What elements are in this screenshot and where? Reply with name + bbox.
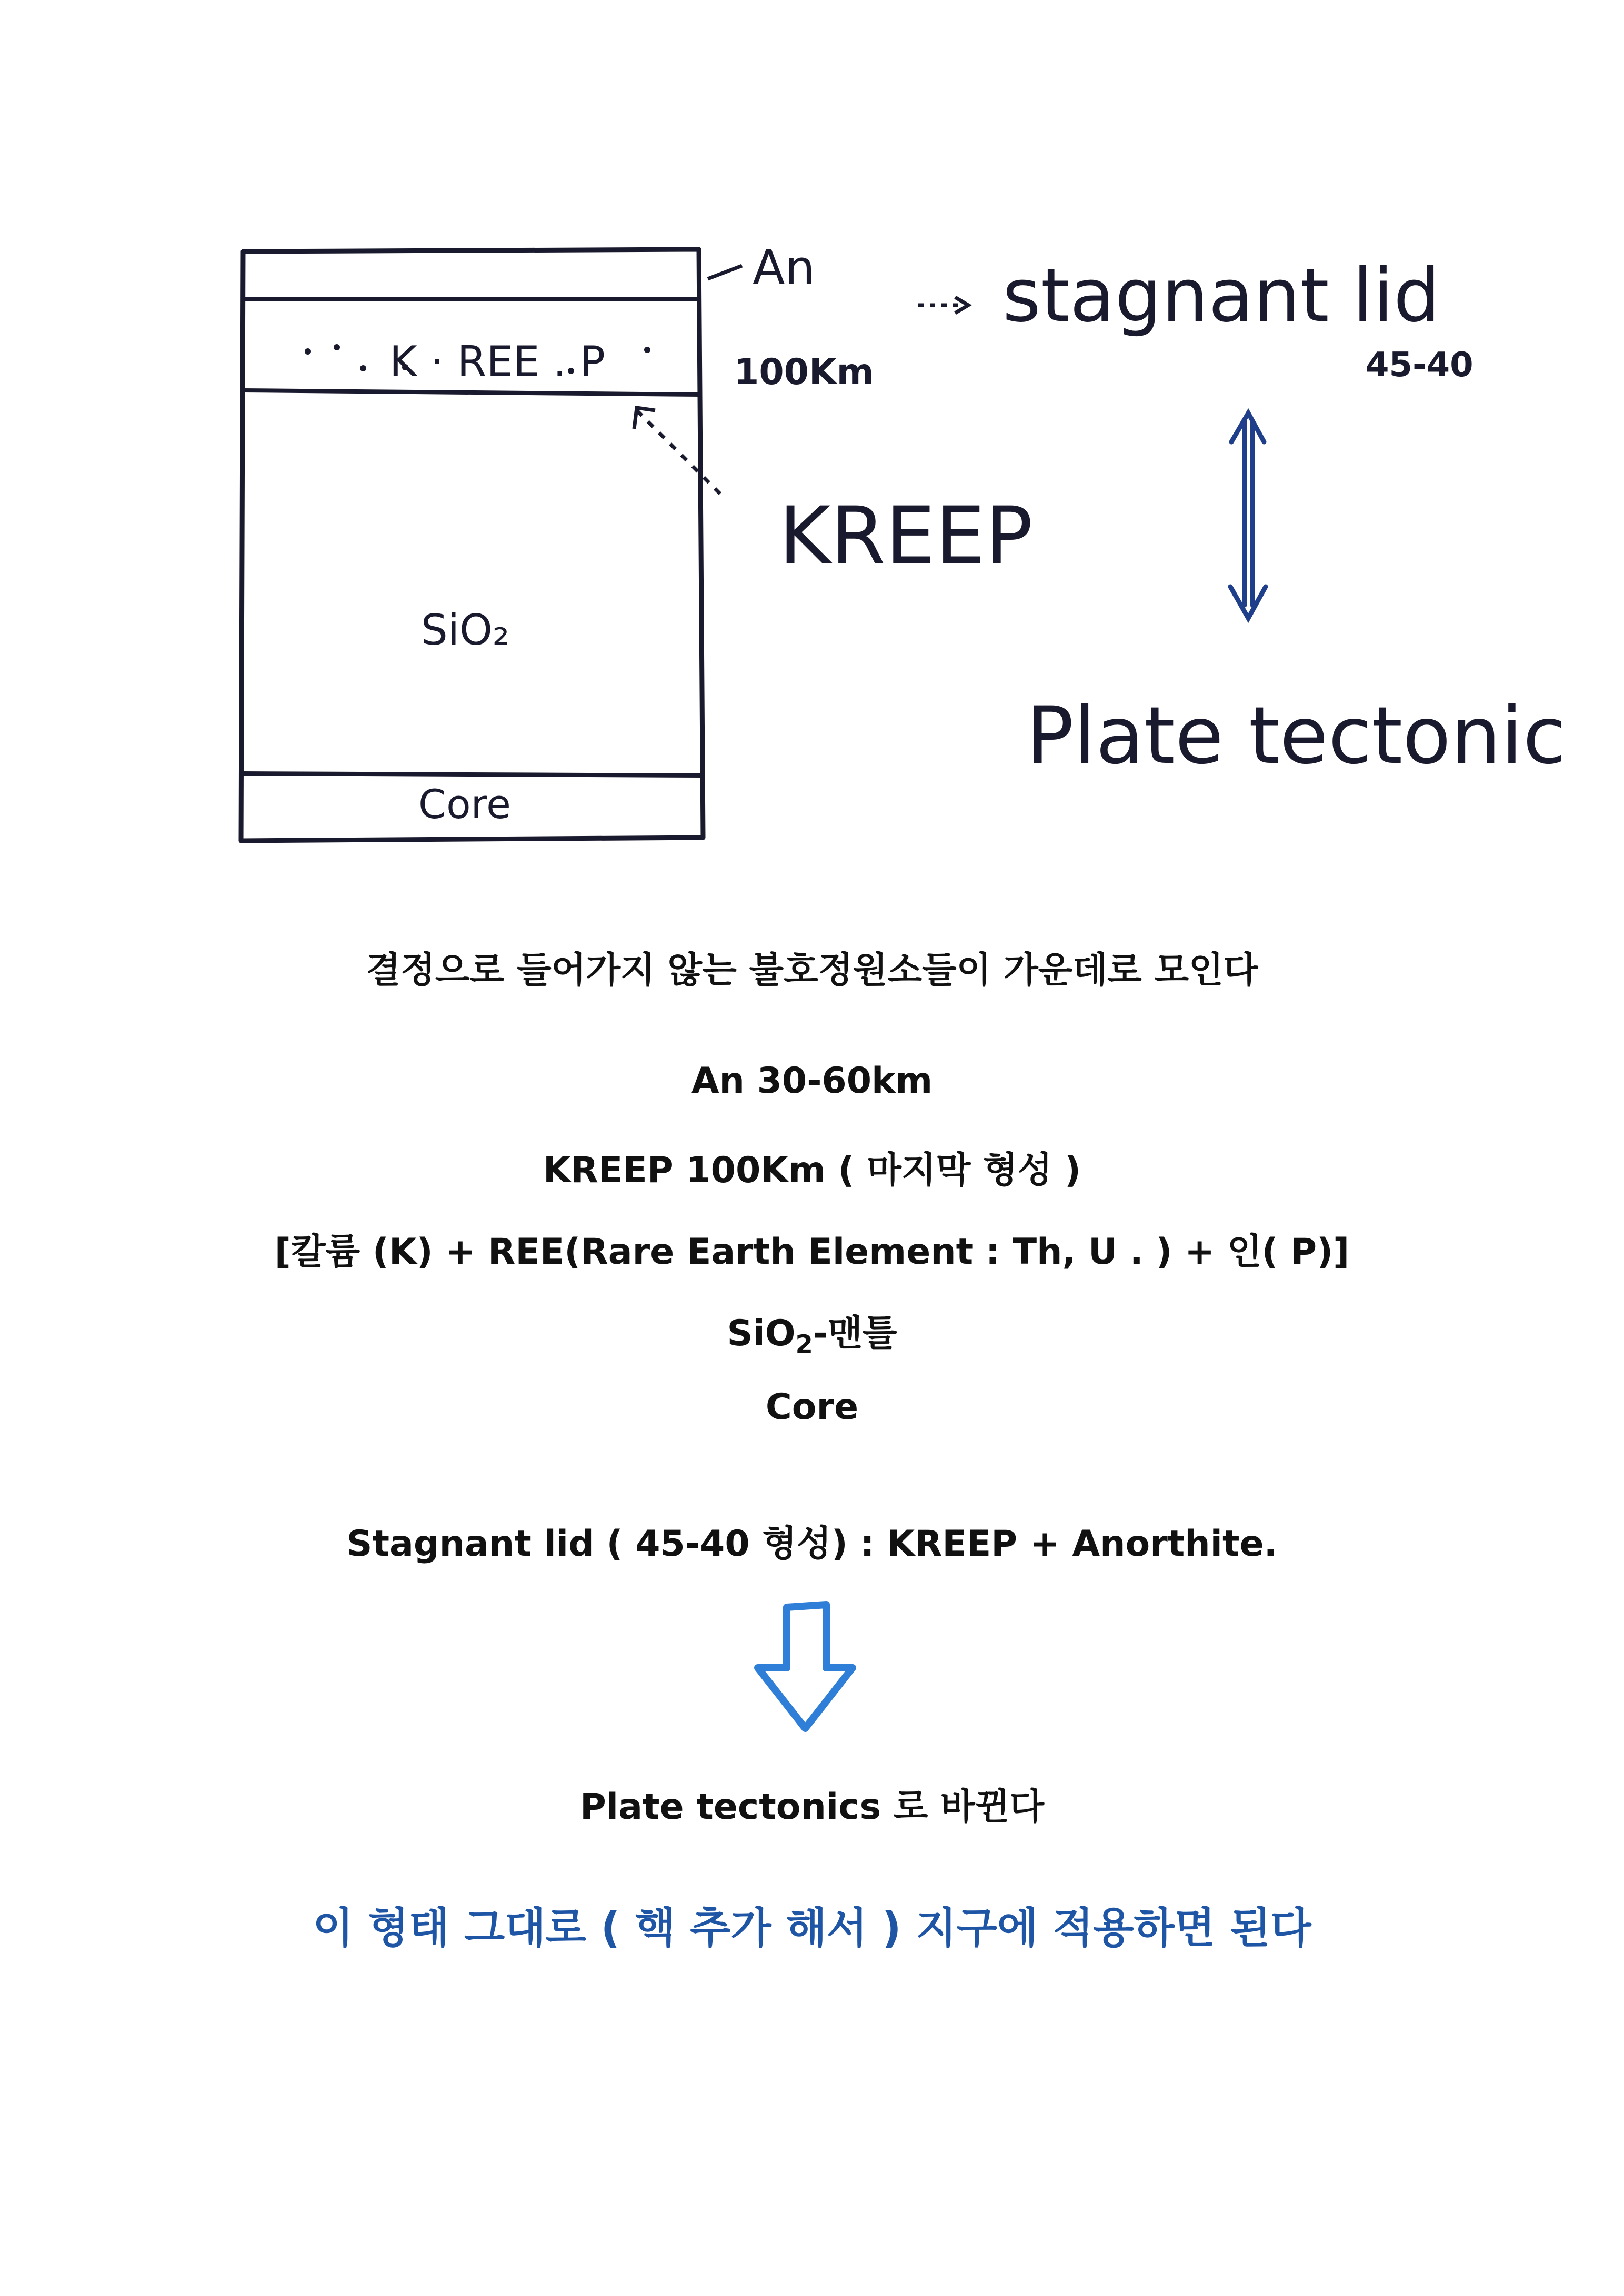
final-line: 이 형태 그대로 ( 핵 추가 해서 ) 지구에 적용하면 된다 — [313, 1904, 1311, 1952]
sketch-kreep-pointer-label: KREEP — [779, 490, 1033, 582]
sio2-subscript: 2 — [795, 1330, 813, 1360]
sketch-kreep-pointer-line — [637, 410, 721, 495]
sketch-plate-label: Plate tectonic — [1026, 690, 1567, 782]
sketch-an-label: An — [753, 240, 815, 296]
an-line: An 30-60km — [691, 1060, 933, 1102]
core-line: Core — [765, 1386, 859, 1428]
sketch-kreep-boundary — [243, 390, 700, 395]
sketch-kreep-band-label: K · REE . P — [389, 337, 605, 386]
moon-structure-sketch — [0, 0, 1624, 926]
sketch-sio2-label: SiO₂ — [421, 606, 510, 654]
sio2-line — [0, 1305, 1624, 1360]
sio2-suffix: -맨틀 — [813, 1313, 897, 1354]
sio2-prefix: SiO — [727, 1313, 796, 1354]
sketch-core-boundary — [242, 773, 702, 776]
sketch-km-label: 100Km — [734, 351, 874, 393]
plate-line: Plate tectonics 로 바뀐다 — [579, 1786, 1045, 1828]
sketch-core-label: Core — [418, 781, 511, 828]
heading-line: 결정으로 들어가지 않는 불호정원소들이 가운데로 모인다 — [366, 950, 1258, 991]
down-arrow-icon — [747, 1597, 863, 1734]
kreep-line: KREEP 100Km ( 마지막 형성 ) — [543, 1150, 1081, 1191]
sketch-stagnant-range: 45-40 — [1366, 346, 1473, 385]
stagnant-line: Stagnant lid ( 45-40 형성) : KREEP + Anorthite. — [346, 1523, 1278, 1565]
sketch-stagnant-label: stagnant lid — [1003, 253, 1440, 339]
sketch-double-arrow — [1230, 413, 1266, 618]
sketch-an-tick — [708, 266, 742, 279]
element-line: [칼륨 (K) + REE(Rare Earth Element : Th, U . ) + 인( P)] — [274, 1231, 1350, 1273]
